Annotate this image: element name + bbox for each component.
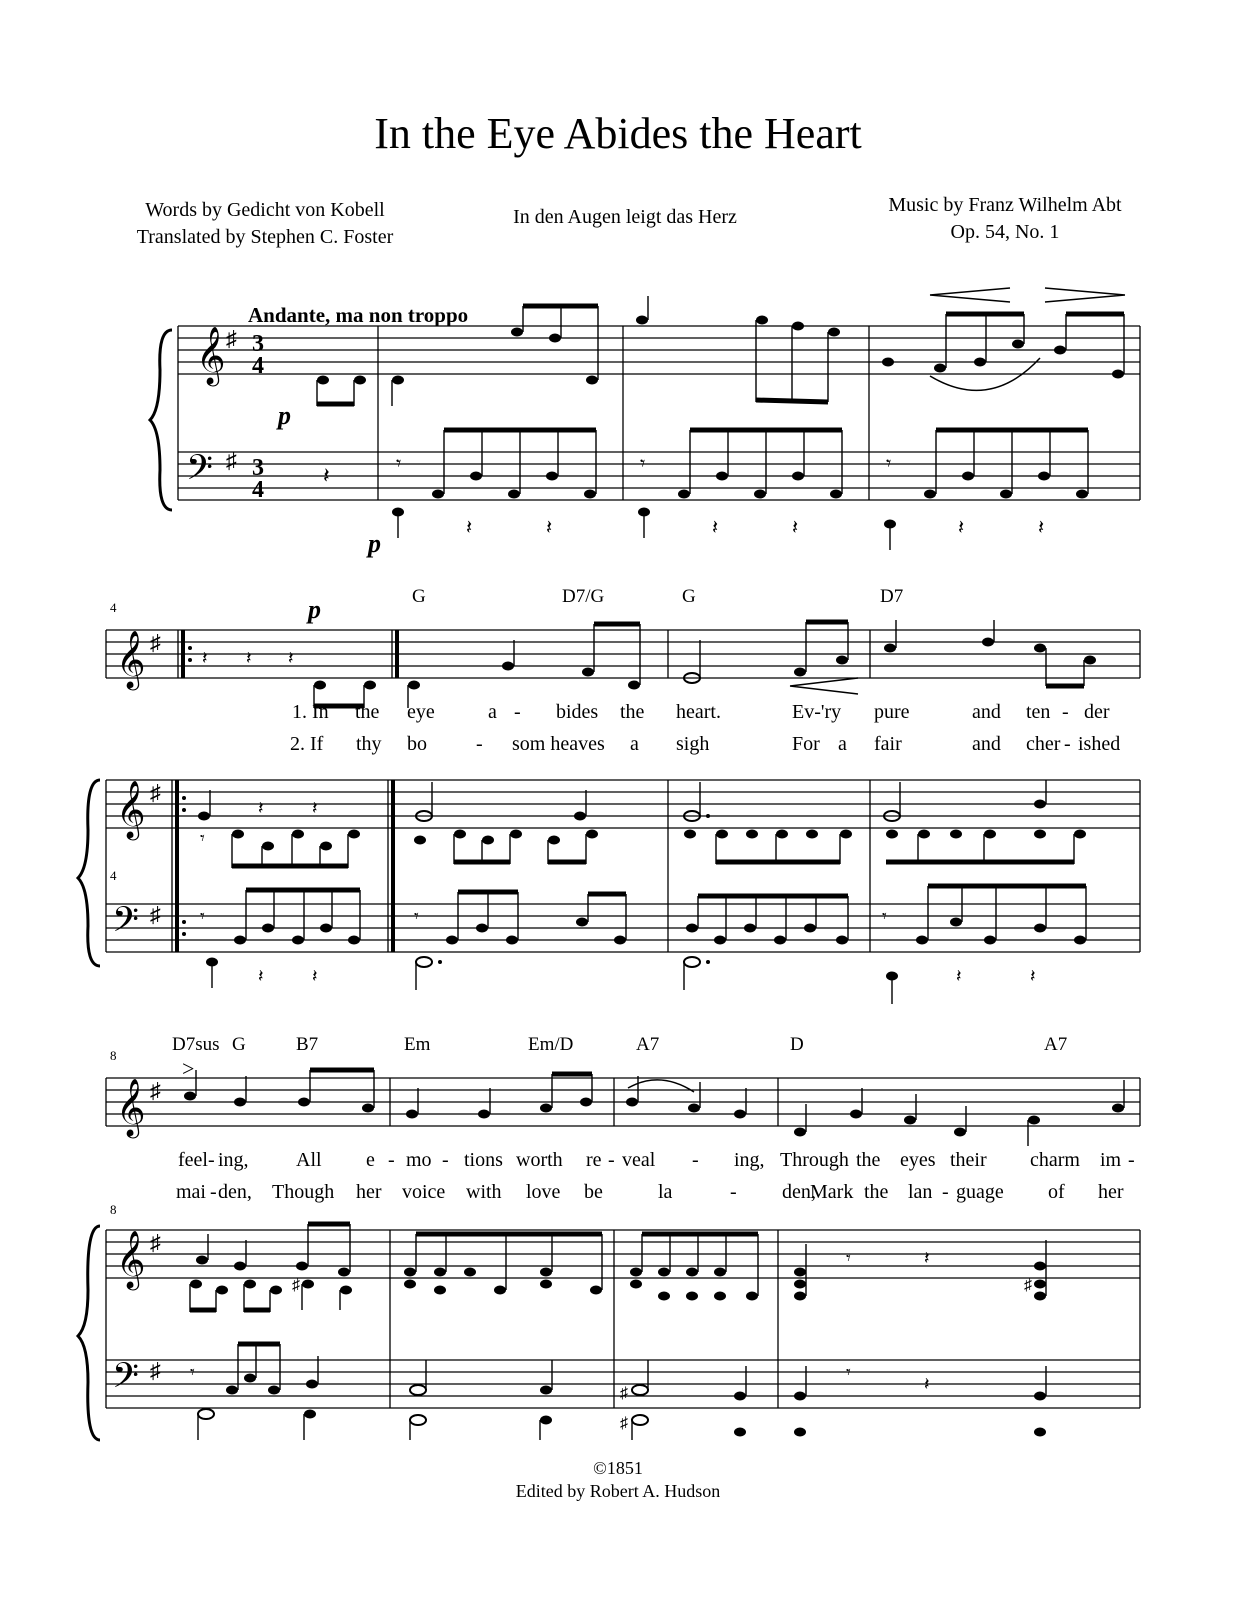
translator-credit: Translated by Stephen C. Foster (136, 226, 394, 248)
svg-text:her: her (356, 1181, 382, 1203)
svg-text:-: - (1062, 701, 1069, 723)
svg-text:e: e (366, 1149, 375, 1171)
crescendo-hairpin (790, 678, 858, 694)
svg-text:-: - (388, 1149, 395, 1171)
treble-clef-icon: 𝄞 (116, 631, 146, 687)
svg-text:For: For (792, 733, 820, 755)
key-signature-sharp: ♯ (150, 630, 161, 655)
chord-symbol: B7 (296, 1034, 319, 1055)
page-footer (0, 1457, 1236, 1503)
page-title: In the Eye Abides the Heart (374, 109, 862, 158)
german-title: In den Augen leigt das Herz (513, 206, 737, 228)
svg-text:𝄽: 𝄽 (202, 648, 208, 668)
svg-text:and: and (972, 701, 1001, 723)
svg-text:lan: lan (908, 1181, 933, 1203)
dynamic-piano: p (308, 595, 321, 624)
svg-text:♯: ♯ (620, 1385, 628, 1402)
quarter-rest-icon: 𝄽 (323, 463, 330, 488)
key-signature-sharp: ♯ (150, 1230, 161, 1255)
svg-text:-: - (942, 1181, 949, 1203)
svg-text:of: of (1048, 1181, 1065, 1203)
svg-text:with: with (466, 1181, 502, 1203)
tempo-marking: Andante, ma non troppo (248, 303, 469, 327)
svg-text:im: im (1100, 1149, 1122, 1171)
svg-text:𝄽: 𝄽 (466, 517, 473, 539)
chord-symbol: Em (404, 1034, 431, 1055)
treble-clef-icon: 𝄞 (116, 1079, 146, 1135)
time-signature-bottom: 4 (252, 477, 264, 503)
chord-symbol: D (790, 1034, 804, 1055)
measure-number: 8 (110, 1048, 117, 1063)
time-signature-bottom: 4 (252, 353, 264, 379)
measure-number: 8 (110, 1202, 117, 1217)
svg-text:eyes: eyes (900, 1149, 936, 1171)
music-credit: Music by Franz Wilhelm Abt (888, 194, 1122, 216)
treble-staff (106, 1230, 1140, 1278)
svg-text:and: and (972, 733, 1001, 755)
svg-text:-: - (210, 1181, 217, 1203)
lyrics-verse-1 (178, 1149, 1135, 1171)
chord-symbol: A7 (1044, 1034, 1068, 1055)
bass-staff (106, 904, 1140, 952)
svg-text:𝄽: 𝄽 (312, 798, 318, 818)
svg-text:𝄾: 𝄾 (200, 828, 205, 848)
lyrics-verse-1 (292, 701, 1110, 723)
system-2 (78, 586, 1140, 1004)
svg-text:feel: feel (178, 1149, 208, 1171)
eighth-rest-icon: 𝄾 (396, 453, 402, 475)
bass-clef-icon: 𝄢 (112, 1358, 140, 1404)
dynamic-piano: p (368, 529, 381, 558)
vocal-staff (106, 630, 1140, 678)
svg-text:pure: pure (874, 701, 910, 723)
svg-text:Mark: Mark (810, 1181, 854, 1203)
svg-text:cher: cher (1026, 733, 1061, 755)
key-signature-sharp: ♯ (150, 1358, 161, 1383)
time-signature-top: 3 (252, 331, 264, 357)
svg-text:All: All (296, 1149, 322, 1171)
svg-text:-: - (476, 733, 483, 755)
svg-text:-: - (608, 1149, 615, 1171)
chord-symbol: D7/G (562, 586, 605, 607)
svg-text:Ev-'ry: Ev-'ry (792, 701, 842, 723)
svg-text:♯: ♯ (620, 1415, 628, 1432)
crescendo-hairpin (930, 288, 1010, 302)
bass-clef-icon: 𝄢 (186, 450, 214, 496)
key-signature-sharp: ♯ (226, 448, 237, 473)
chord-symbol: D7 (880, 586, 904, 607)
measure-number: 4 (110, 600, 117, 615)
piano-brace (78, 780, 100, 966)
svg-text:𝄽: 𝄽 (246, 648, 252, 668)
svg-text:worth: worth (516, 1149, 563, 1171)
svg-text:ten: ten (1026, 701, 1051, 723)
svg-text:love: love (526, 1181, 561, 1203)
vocal-notes (184, 1070, 1124, 1146)
svg-text:-: - (692, 1149, 699, 1171)
vocal-notes (188, 620, 1096, 708)
treble-clef-icon: 𝄞 (116, 781, 146, 837)
key-signature-sharp: ♯ (150, 780, 161, 805)
piano-bass-notes (190, 1344, 1046, 1440)
svg-text:the: the (856, 1149, 881, 1171)
decrescendo-hairpin (1045, 288, 1125, 302)
svg-text:2. If: 2. If (290, 733, 324, 755)
treble-clef-icon: 𝄞 (196, 327, 226, 383)
svg-text:-: - (1128, 1149, 1135, 1171)
svg-text:𝄽: 𝄽 (546, 517, 553, 539)
key-signature-sharp: ♯ (150, 1078, 161, 1103)
svg-text:-: - (442, 1149, 449, 1171)
svg-text:der: der (1084, 701, 1110, 723)
bass-clef-icon: 𝄢 (112, 902, 140, 948)
lyrics-verse-2 (176, 1181, 1124, 1203)
svg-text:𝄾: 𝄾 (414, 906, 419, 926)
svg-text:𝄾: 𝄾 (882, 906, 887, 926)
svg-text:a: a (488, 701, 497, 723)
words-credit: Words by Gedicht von Kobell (145, 199, 385, 221)
chord-symbol: G (232, 1034, 246, 1055)
svg-text:𝄾: 𝄾 (200, 906, 205, 926)
svg-text:Through: Through (780, 1149, 849, 1171)
svg-text:veal: veal (622, 1149, 656, 1171)
svg-text:𝄾: 𝄾 (886, 453, 892, 475)
system-1 (150, 288, 1140, 558)
svg-text:𝄽: 𝄽 (288, 648, 294, 668)
svg-text:heart.: heart. (676, 701, 721, 723)
svg-text:fair: fair (874, 733, 902, 755)
svg-text:-: - (208, 1149, 215, 1171)
treble-staff (178, 326, 1140, 374)
svg-text:𝄽: 𝄽 (792, 517, 799, 539)
svg-text:𝄽: 𝄽 (924, 1374, 930, 1394)
piano-treble-notes (190, 1224, 1046, 1312)
key-signature-sharp: ♯ (150, 902, 161, 927)
dynamic-piano: p (278, 401, 291, 430)
svg-text:sigh: sigh (676, 733, 710, 755)
svg-text:bides: bides (556, 701, 599, 723)
svg-text:the: the (355, 701, 380, 723)
svg-text:som heaves: som heaves (512, 733, 605, 755)
svg-text:their: their (950, 1149, 987, 1171)
lyrics-verse-2 (290, 733, 1120, 755)
svg-text:mo: mo (406, 1149, 432, 1171)
svg-text:eye: eye (407, 701, 435, 723)
svg-text:𝄽: 𝄽 (258, 798, 264, 818)
svg-text:𝄽: 𝄽 (312, 966, 318, 986)
accent-icon: > (182, 1056, 195, 1081)
chord-symbol: G (682, 586, 696, 607)
measure-number: 4 (110, 868, 117, 883)
svg-text:ing,: ing, (734, 1149, 765, 1171)
chord-symbol: Em/D (528, 1034, 574, 1055)
opus-credit: Op. 54, No. 1 (950, 221, 1060, 243)
svg-text:𝄽: 𝄽 (924, 1248, 930, 1268)
svg-text:be: be (584, 1181, 603, 1203)
svg-text:𝄾: 𝄾 (846, 1248, 851, 1268)
svg-text:den,: den, (218, 1181, 252, 1203)
svg-text:𝄽: 𝄽 (1030, 966, 1036, 986)
editor-credit: Edited by Robert A. Hudson (515, 1481, 721, 1501)
svg-text:ished: ished (1078, 733, 1121, 755)
svg-text:the: the (864, 1181, 889, 1203)
svg-text:𝄽: 𝄽 (1038, 517, 1045, 539)
svg-text:bo: bo (407, 733, 427, 755)
svg-text:mai: mai (176, 1181, 206, 1203)
svg-text:1. In: 1. In (292, 701, 329, 723)
key-signature-sharp: ♯ (226, 326, 237, 351)
svg-text:ing,: ing, (218, 1149, 249, 1171)
svg-text:𝄽: 𝄽 (958, 517, 965, 539)
svg-text:a: a (630, 733, 639, 755)
svg-text:𝄽: 𝄽 (956, 966, 962, 986)
svg-text:-: - (730, 1181, 737, 1203)
piano-brace (78, 1226, 100, 1440)
bass-notes (323, 430, 1088, 550)
svg-text:a: a (838, 733, 847, 755)
piano-brace (150, 330, 172, 510)
vocal-staff (106, 1078, 1140, 1126)
svg-text:the: the (620, 701, 645, 723)
svg-text:𝄾: 𝄾 (640, 453, 646, 475)
svg-text:charm: charm (1030, 1149, 1080, 1171)
chord-symbol: G (412, 586, 426, 607)
piano-treble-notes (182, 780, 1086, 868)
system-3 (78, 1034, 1140, 1440)
svg-text:guage: guage (956, 1181, 1004, 1203)
svg-text:-: - (514, 701, 521, 723)
svg-text:re: re (586, 1149, 602, 1171)
svg-text:♯: ♯ (292, 1277, 300, 1294)
svg-text:her: her (1098, 1181, 1124, 1203)
svg-text:la: la (658, 1181, 673, 1203)
treble-clef-icon: 𝄞 (116, 1231, 146, 1287)
chord-symbol: D7sus (172, 1034, 220, 1055)
svg-text:𝄽: 𝄽 (712, 517, 719, 539)
svg-text:♯: ♯ (1024, 1277, 1032, 1294)
svg-text:den,: den, (782, 1181, 816, 1203)
svg-text:𝄾: 𝄾 (846, 1362, 851, 1382)
copyright: ©1851 (593, 1458, 643, 1478)
svg-text:voice: voice (402, 1181, 446, 1203)
svg-text:thy: thy (356, 733, 382, 755)
svg-text:𝄽: 𝄽 (258, 966, 264, 986)
chord-symbols (172, 1034, 1067, 1055)
svg-text:tions: tions (464, 1149, 503, 1171)
svg-text:𝄾: 𝄾 (190, 1362, 195, 1382)
svg-text:Though: Though (272, 1181, 335, 1203)
chord-symbols (412, 586, 903, 607)
time-signature-top: 3 (252, 455, 264, 481)
chord-symbol: A7 (636, 1034, 660, 1055)
svg-text:-: - (1064, 733, 1071, 755)
